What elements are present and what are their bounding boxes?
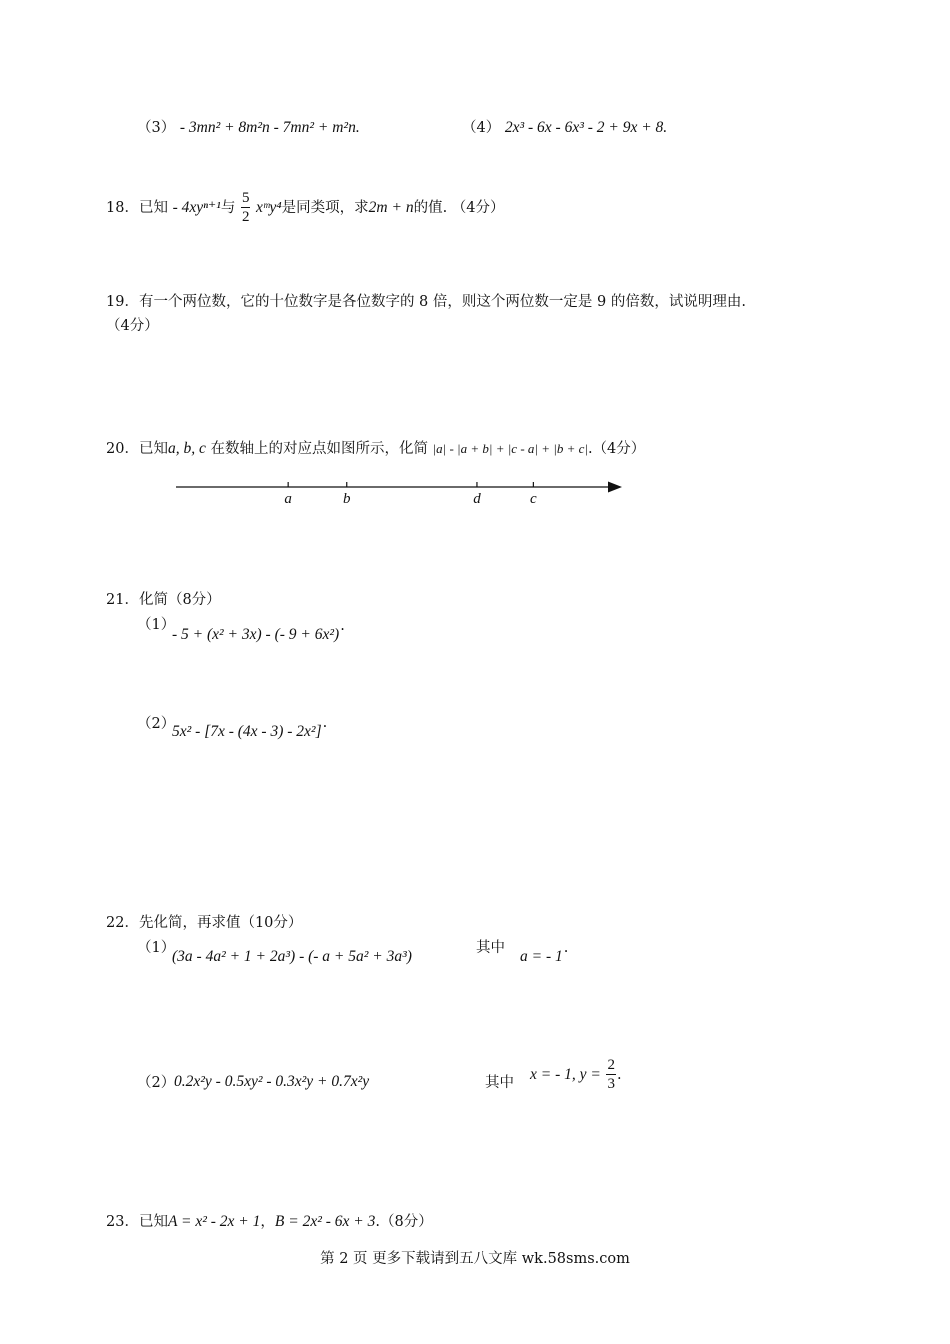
q22-item2-frac-num: 2 <box>607 1057 615 1073</box>
q17-item3 <box>137 116 360 137</box>
q23-sep: ， <box>260 1214 275 1230</box>
q17-item4-label: （4） <box>462 120 501 136</box>
number-line <box>170 476 630 512</box>
q22-item2-where: 其中 <box>485 1075 514 1091</box>
q22-item2-value-wrap <box>530 1058 622 1092</box>
q20-points: .（4分） <box>587 441 646 457</box>
q22-item2-expr: 0.2x²y - 0.5xy² - 0.3x²y + 0.7x²y <box>174 1073 370 1090</box>
number-line-label-d: d <box>473 491 481 507</box>
q17-item3-expr: - 3mn² + 8m²n - 7mn² + m²n. <box>179 119 360 136</box>
q22-item1-expr-wrap <box>172 948 412 966</box>
q18-fraction <box>241 191 251 225</box>
q22-item1-value: a = - 1 <box>520 948 563 965</box>
q22-item2-fraction <box>606 1058 616 1092</box>
q20-number: 20． <box>106 441 139 457</box>
q21-item2-expr: 5x² - [7x - (4x - 3) - 2x²] <box>172 723 322 740</box>
q22-item1-where: 其中 <box>476 940 505 956</box>
q21-item2 <box>172 715 328 741</box>
q19-line2: （4分） <box>106 318 159 334</box>
q17-item4 <box>462 116 667 137</box>
q20-vars: a, b, c <box>167 440 206 457</box>
q19-line1: 19．有一个两位数，它的十位数字是各位数字的 8 倍，则这个两位数一定是 9 的倍数，试说明理由. <box>106 294 746 310</box>
number-line-label-c: c <box>530 491 537 507</box>
q22-item2-frac-den: 3 <box>607 1076 615 1092</box>
q22-item2-value-prefix: x = - 1, y = <box>530 1066 601 1083</box>
q23-prefix: 已知 <box>138 1214 168 1230</box>
number-line-points <box>284 482 537 507</box>
q21-item2-dot: . <box>322 715 328 731</box>
q20-text-mid: 在数轴上的对应点如图所示，化简 <box>210 441 428 457</box>
q22-item1-expr: (3a - 4a² + 1 + 2a³) - (- a + 5a² + 3a³) <box>172 948 412 965</box>
q22-title: 22．先化简，再求值（10分） <box>106 915 303 931</box>
q22-item1-value-wrap <box>520 940 569 966</box>
q22-item2-expr-wrap <box>174 1073 369 1091</box>
q18-frac-den: 2 <box>241 209 250 225</box>
q18-target-expr: 2m + n <box>368 199 414 216</box>
q23-expr-b: B = 2x² - 6x + 3 <box>274 1213 376 1230</box>
q18-text-end: 的值. <box>413 200 448 216</box>
q18-points: （4分） <box>451 200 505 216</box>
q21-item1-expr: - 5 + (x² + 3x) - (- 9 + 6x²) <box>172 626 340 643</box>
number-line-label-a: a <box>284 491 292 507</box>
question-18 <box>106 191 505 225</box>
q21-item1-label: （1） <box>137 617 176 633</box>
q18-connector: 与 <box>220 200 236 216</box>
q18-prefix: 已知 <box>138 200 168 216</box>
q23-expr-a: A = x² - 2x + 1 <box>167 1213 261 1230</box>
page-footer: 第 2 页 更多下载请到五八文库 wk.58sms.com <box>320 1251 630 1267</box>
q21-item1-dot: . <box>340 618 345 634</box>
q21-title: 21．化简（8分） <box>106 592 221 608</box>
q18-text-mid: 是同类项，求 <box>281 200 369 216</box>
q18-term1: - 4xyⁿ⁺¹ <box>172 199 221 216</box>
q20-expr: |a| - |a + b| + |c - a| + |b + c| <box>432 441 588 456</box>
number-line-arrow-icon <box>608 482 622 493</box>
q21-item1 <box>172 618 345 644</box>
q22-item1-label: （1） <box>137 940 176 956</box>
q17-item3-label: （3） <box>137 120 176 136</box>
number-line-label-b: b <box>343 491 351 507</box>
q23-number: 23． <box>106 1214 139 1230</box>
question-23 <box>106 1210 433 1231</box>
q23-points: .（8分） <box>375 1214 433 1230</box>
q22-item1-dot: . <box>563 940 569 956</box>
q18-frac-num: 5 <box>241 190 250 206</box>
q18-number: 18． <box>106 200 139 216</box>
q22-item2-dot: . <box>616 1067 622 1083</box>
question-20 <box>106 437 645 458</box>
q21-item2-label: （2） <box>137 716 176 732</box>
q22-item2-label: （2） <box>137 1075 176 1091</box>
q17-item4-expr: 2x³ - 6x - 6x³ - 2 + 9x + 8. <box>504 119 668 136</box>
q20-prefix: 已知 <box>138 441 168 457</box>
q18-term2: xᵐy⁴ <box>256 199 282 216</box>
